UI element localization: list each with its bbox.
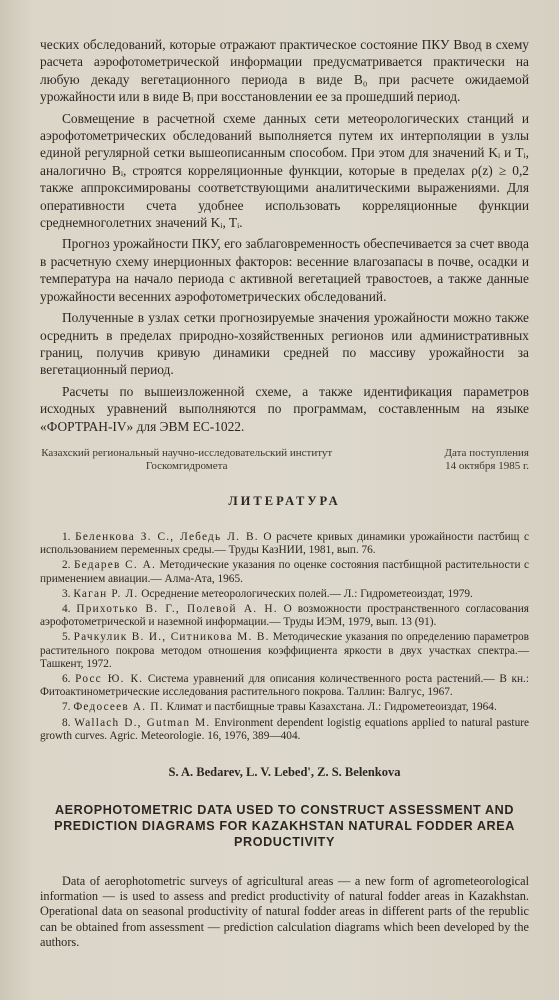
reference-item (40, 531, 529, 557)
body-paragraph: ческих обследований, которые отражают практическое состояние ПКУ Ввод в схему расчета аэрофотометрической информации предусматривается практически на любую декаду вегетационного периода в виде B₀ при расчете ожидаемой урожайности или в виде Bᵢ при восстановлении ее за прошедший период. (40, 37, 529, 105)
literature-heading: ЛИТЕРАТУРА (228, 493, 341, 508)
english-authors: S. A. Bedarev, L. V. Lebed', Z. S. Belenkova (168, 764, 401, 779)
reference-item (40, 588, 529, 601)
reference-number: 4. (62, 602, 71, 615)
reference-item (40, 631, 529, 671)
reference-item (40, 701, 529, 714)
reference-text: О расчете кривых динамики урожайности пастбищ с использованием переменных среды.— Труды КазНИИ, 1981, вып. 76. (40, 530, 530, 557)
reference-text: Осреднение метеорологических полей.— Л.: Гидрометеоиздат, 1979. (138, 587, 473, 600)
body-paragraph: Полученные в узлах сетки прогнозируемые значения урожайности можно также осреднить в пределах природно-хозяйственных регионов или административных границ, получив кривую динамики средней по массиву урожайности за вегетационный период. (40, 310, 529, 378)
reference-authors: Wallach D., Gutman M. (74, 716, 211, 729)
reference-authors: Беленкова З. С., Лебедь Л. В. (75, 530, 259, 543)
reference-item (40, 673, 529, 699)
reference-authors: Каган Р. Л. (73, 587, 139, 600)
reference-list (40, 531, 529, 743)
receipt-date (353, 447, 529, 474)
reference-number: 6. (62, 672, 71, 685)
reference-text: Методические указания по определению параметров растительного покрова методом отношения коэффициента яркости в двух участках спектра.— Ташкент, 1972. (40, 631, 530, 670)
body-paragraph: Расчеты по вышеизложенной схеме, а также идентификация параметров исходных уравнений выполняются по программам, составленным на языке «ФОРТРАН-IV» для ЭВМ ЕС-1022. (40, 383, 529, 434)
article-body (40, 36, 529, 435)
affiliation-block (40, 447, 529, 474)
reference-number: 7. (62, 701, 71, 714)
reference-number: 3. (62, 587, 71, 600)
reference-number: 8. (62, 716, 71, 729)
reference-number: 5. (62, 631, 71, 644)
reference-text: Environment dependent logistig equations applied to natural pasture growth curves. Agric. Meteorologie. 16, 1976, 389—404. (40, 716, 529, 742)
reference-item (40, 559, 529, 585)
english-title: AEROPHOTOMETRIC DATA USED TO CONSTRUCT ASSESSMENT AND PREDICTION DIAGRAMS FOR KAZAKHSTAN NATURAL FODDER AREA PRODUCTIVITY (54, 802, 515, 849)
reference-number: 1. (62, 530, 71, 543)
reference-authors: Росс Ю. К. (75, 672, 144, 685)
reference-authors: Прихотько В. Г., Полевой А. Н. (76, 602, 278, 615)
reference-authors: Бедарев С. А. (73, 559, 157, 572)
reference-number: 2. (62, 559, 71, 572)
receipt-date-label: Дата поступления (444, 446, 529, 459)
reference-authors: Федосеев А. П. (73, 701, 164, 714)
reference-authors: Рачкулик В. И., Ситникова М. В. (73, 631, 270, 644)
reference-item (40, 717, 529, 743)
institute-name: Казахский региональный научно-исследовательский институт Госкомгидромета (41, 446, 333, 473)
receipt-date-value: 14 октября 1985 г. (445, 460, 529, 473)
reference-text: Система уравнений для описания количественного роста растений.— В кн.: Фитоактинометрические исследования растительного покрова. Таллин: Валгус, 1967. (40, 672, 530, 699)
reference-item (40, 603, 529, 629)
english-abstract: Data of aerophotometric surveys of agricultural areas — a new form of agrometeorological information — is used to assess and predict productivity of natural fodder areas in Kazakhstan. Operational data on seasonal productivity of natural fodder areas in different parts of the republic can be obtained from assessment — prediction calculation diagrams which been developed by the authors. (40, 873, 529, 949)
reference-text: Методические указания по оценке состояния пастбищной растительности с применением авиации.— Алма-Ата, 1965. (40, 559, 530, 585)
body-paragraph: Совмещение в расчетной схеме данных сети метеорологических станций и аэрофотометрических обследований выполняется путем их интерполяции в узлы единой регулярной сетки вышеописанным способом. При этом для значений Kᵢ и Tᵢ, аналогично Bᵢ, строятся корреляционные функции, которые в пределах ρ(z) ≥ 0,2 также аппроксимированы соответствующими аналитическими выражениями. Для оперативности счета удобнее использовать корреляционные функции среднемноголетних значений Kᵢ, Tᵢ. (40, 110, 529, 231)
reference-text: Климат и пастбищные травы Казахстана. Л.: Гидрометеоиздат, 1964. (163, 701, 497, 714)
reference-text: О возможности пространственного согласования аэрофотометрической и наземной информации.— Труды ИЭМ, 1979, вып. 13 (91). (40, 602, 529, 629)
body-paragraph: Прогноз урожайности ПКУ, его заблаговременность обеспечивается за счет ввода в расчетную схему инерционных факторов: весенние влагозапасы в почве, осадки и температура на начало периода с активной вегетацией травостоев, а также данные урожайности весенних аэрофотометрических обследований. (40, 236, 529, 304)
